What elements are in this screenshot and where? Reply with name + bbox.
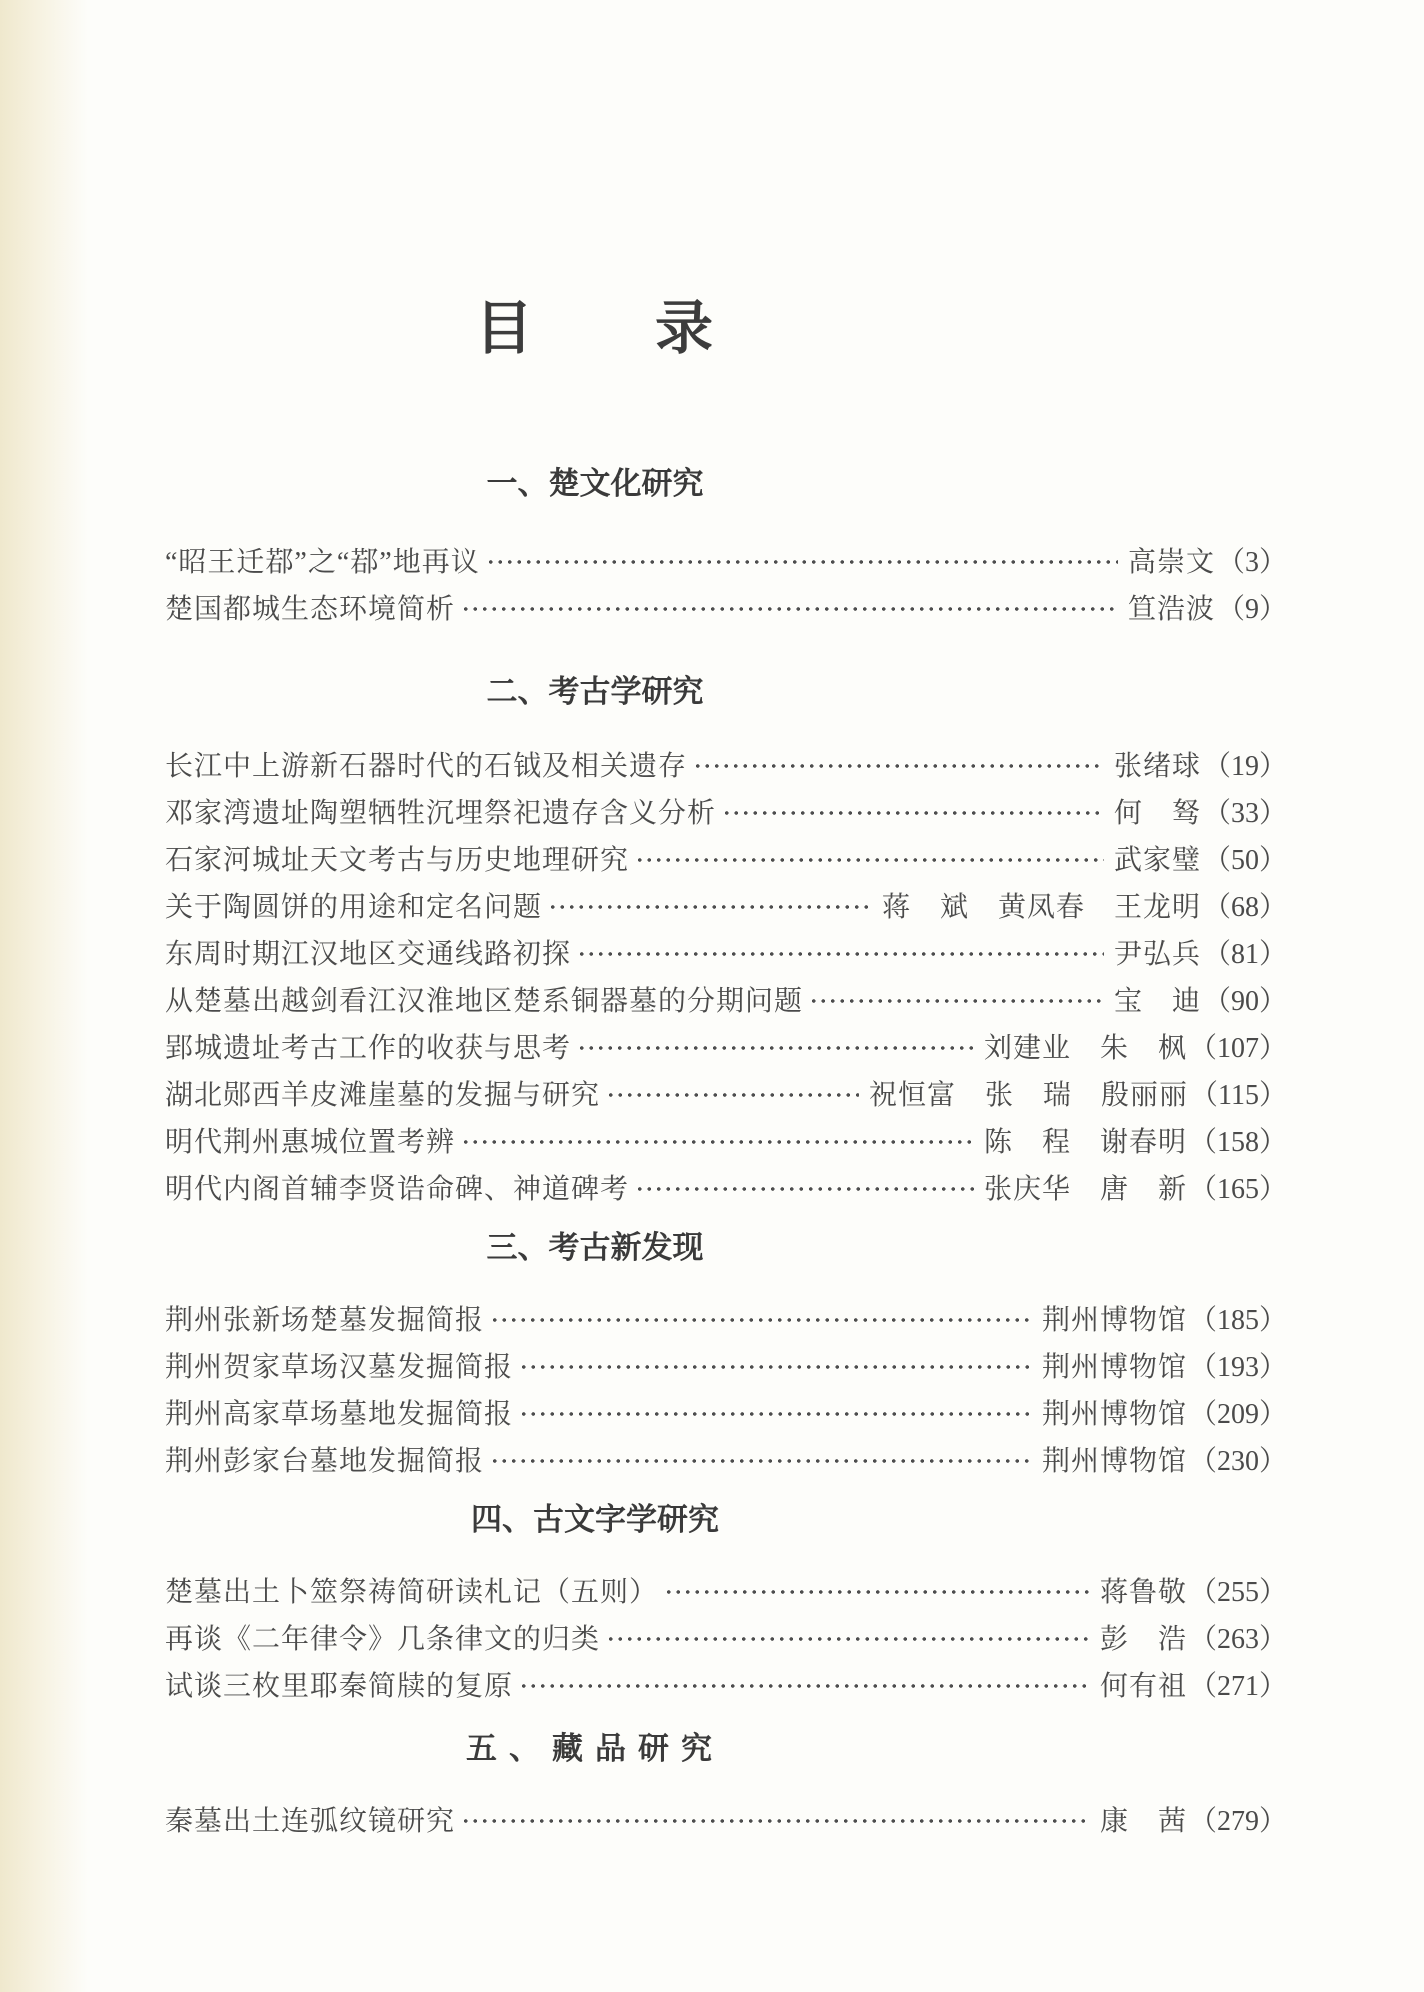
section-header-3: 三、考古新发现	[486, 1230, 704, 1265]
entry-authors: 康 茜	[1099, 1805, 1187, 1837]
toc-entry	[165, 881, 1287, 928]
toc-entry	[165, 740, 1287, 787]
toc-entry	[165, 536, 1287, 583]
section-header-5: 五、藏品研究	[466, 1731, 724, 1766]
toc-entry	[165, 1163, 1287, 1210]
entry-page-number: （115）	[1190, 1079, 1287, 1111]
dot-leader	[577, 950, 1104, 958]
entry-title: 荆州彭家台墓地发掘简报	[165, 1445, 485, 1477]
entry-authors: 荆州博物馆	[1041, 1398, 1187, 1430]
dot-leader	[486, 558, 1118, 566]
dot-leader	[461, 1817, 1090, 1825]
dot-leader	[577, 1044, 974, 1052]
section-header-2: 二、考古学研究	[486, 674, 704, 709]
entry-title: 秦墓出土连弧纹镜研究	[165, 1805, 456, 1837]
entry-title: 石家河城址天文考古与历史地理研究	[165, 844, 630, 876]
entry-title: 楚国都城生态环境简析	[165, 593, 456, 625]
dot-leader	[519, 1682, 1090, 1690]
toc-entry	[165, 1116, 1287, 1163]
entry-page-number: （193）	[1188, 1351, 1287, 1383]
entry-authors: 武家璧	[1113, 844, 1201, 876]
entry-title: 楚墓出土卜筮祭祷简研读札记（五则）	[165, 1576, 659, 1608]
entry-authors: 祝恒富 张 瑞 殷丽丽	[869, 1079, 1189, 1111]
toc-entry	[165, 1069, 1287, 1116]
entry-authors: 张绪球	[1113, 750, 1201, 782]
entry-authors: 荆州博物馆	[1041, 1351, 1187, 1383]
entry-title: 再谈《二年律令》几条律文的归类	[165, 1623, 601, 1655]
entry-title: 邓家湾遗址陶塑牺牲沉埋祭祀遗存含义分析	[165, 797, 717, 829]
toc-entry	[165, 975, 1287, 1022]
dot-leader	[490, 1457, 1032, 1465]
section-entries-5	[165, 1795, 1287, 1842]
entry-page-number: （158）	[1188, 1126, 1287, 1158]
dot-leader	[606, 1635, 1090, 1643]
entry-authors: 笪浩波	[1127, 593, 1215, 625]
entry-page-number: （19）	[1202, 750, 1287, 782]
entry-page-number: （3）	[1216, 546, 1287, 578]
dot-leader	[461, 605, 1118, 613]
dot-leader	[693, 762, 1104, 770]
toc-entry	[165, 583, 1287, 630]
entry-authors: 荆州博物馆	[1041, 1304, 1187, 1336]
entry-authors: 何 驽	[1113, 797, 1201, 829]
entry-page-number: （50）	[1202, 844, 1287, 876]
section-entries-2	[165, 740, 1287, 1210]
dot-leader	[635, 856, 1104, 864]
toc-entry	[165, 1294, 1287, 1341]
entry-title: 长江中上游新石器时代的石钺及相关遗存	[165, 750, 688, 782]
page-title: 目 录	[474, 296, 715, 361]
entry-title: 试谈三枚里耶秦简牍的复原	[165, 1670, 514, 1702]
entry-title: 荆州高家草场墓地发掘简报	[165, 1398, 514, 1430]
entry-title: 东周时期江汉地区交通线路初探	[165, 938, 572, 970]
entry-title: 从楚墓出越剑看江汉淮地区楚系铜器墓的分期问题	[165, 985, 804, 1017]
scan-page-edge	[0, 0, 88, 1992]
section-entries-4	[165, 1566, 1287, 1707]
entry-page-number: （165）	[1188, 1173, 1287, 1205]
entry-page-number: （185）	[1188, 1304, 1287, 1336]
entry-authors: 宝 迪	[1113, 985, 1201, 1017]
entry-authors: 尹弘兵	[1113, 938, 1201, 970]
entry-page-number: （9）	[1216, 593, 1287, 625]
entry-page-number: （107）	[1188, 1032, 1287, 1064]
section-header-4: 四、古文字学研究	[471, 1502, 719, 1537]
dot-leader	[519, 1410, 1032, 1418]
entry-page-number: （255）	[1188, 1576, 1287, 1608]
entry-authors: 蒋鲁敬	[1099, 1576, 1187, 1608]
entry-page-number: （33）	[1202, 797, 1287, 829]
entry-title: 关于陶圆饼的用途和定名问题	[165, 891, 543, 923]
entry-authors: 陈 程 谢春明	[983, 1126, 1187, 1158]
toc-entry	[165, 787, 1287, 834]
entry-page-number: （90）	[1202, 985, 1287, 1017]
dot-leader	[519, 1363, 1032, 1371]
entry-title: “昭王迁鄀”之“鄀”地再议	[165, 546, 480, 578]
dot-leader	[490, 1316, 1032, 1324]
entry-authors: 彭 浩	[1099, 1623, 1187, 1655]
dot-leader	[606, 1091, 859, 1099]
dot-leader	[635, 1185, 974, 1193]
entry-page-number: （230）	[1188, 1445, 1287, 1477]
section-header-1: 一、楚文化研究	[486, 466, 704, 501]
entry-page-number: （279）	[1188, 1805, 1287, 1837]
dot-leader	[461, 1138, 974, 1146]
entry-title: 郢城遗址考古工作的收获与思考	[165, 1032, 572, 1064]
section-entries-3	[165, 1294, 1287, 1482]
toc-entry	[165, 928, 1287, 975]
entry-authors: 荆州博物馆	[1041, 1445, 1187, 1477]
entry-title: 明代荆州惠城位置考辨	[165, 1126, 456, 1158]
toc-entry	[165, 1341, 1287, 1388]
dot-leader	[809, 997, 1104, 1005]
entry-page-number: （68）	[1202, 891, 1287, 923]
entry-page-number: （81）	[1202, 938, 1287, 970]
toc-entry	[165, 1566, 1287, 1613]
section-entries-1	[165, 536, 1287, 630]
toc-entry	[165, 1795, 1287, 1842]
toc-page	[165, 0, 1287, 1842]
entry-page-number: （271）	[1188, 1670, 1287, 1702]
entry-page-number: （263）	[1188, 1623, 1287, 1655]
dot-leader	[722, 809, 1104, 817]
entry-page-number: （209）	[1188, 1398, 1287, 1430]
entry-title: 湖北郧西羊皮滩崖墓的发掘与研究	[165, 1079, 601, 1111]
toc-entry	[165, 1022, 1287, 1069]
entry-authors: 何有祖	[1099, 1670, 1187, 1702]
dot-leader	[664, 1588, 1090, 1596]
entry-title: 荆州张新场楚墓发掘简报	[165, 1304, 485, 1336]
toc-entry	[165, 1660, 1287, 1707]
toc-entry	[165, 1613, 1287, 1660]
dot-leader	[548, 903, 872, 911]
entry-title: 荆州贺家草场汉墓发掘简报	[165, 1351, 514, 1383]
entry-authors: 蒋 斌 黄凤春 王龙明	[881, 891, 1201, 923]
entry-authors: 刘建业 朱 枫	[983, 1032, 1187, 1064]
toc-entry	[165, 1435, 1287, 1482]
entry-authors: 高崇文	[1127, 546, 1215, 578]
toc-entry	[165, 834, 1287, 881]
entry-title: 明代内阁首辅李贤诰命碑、神道碑考	[165, 1173, 630, 1205]
toc-entry	[165, 1388, 1287, 1435]
entry-authors: 张庆华 唐 新	[983, 1173, 1187, 1205]
